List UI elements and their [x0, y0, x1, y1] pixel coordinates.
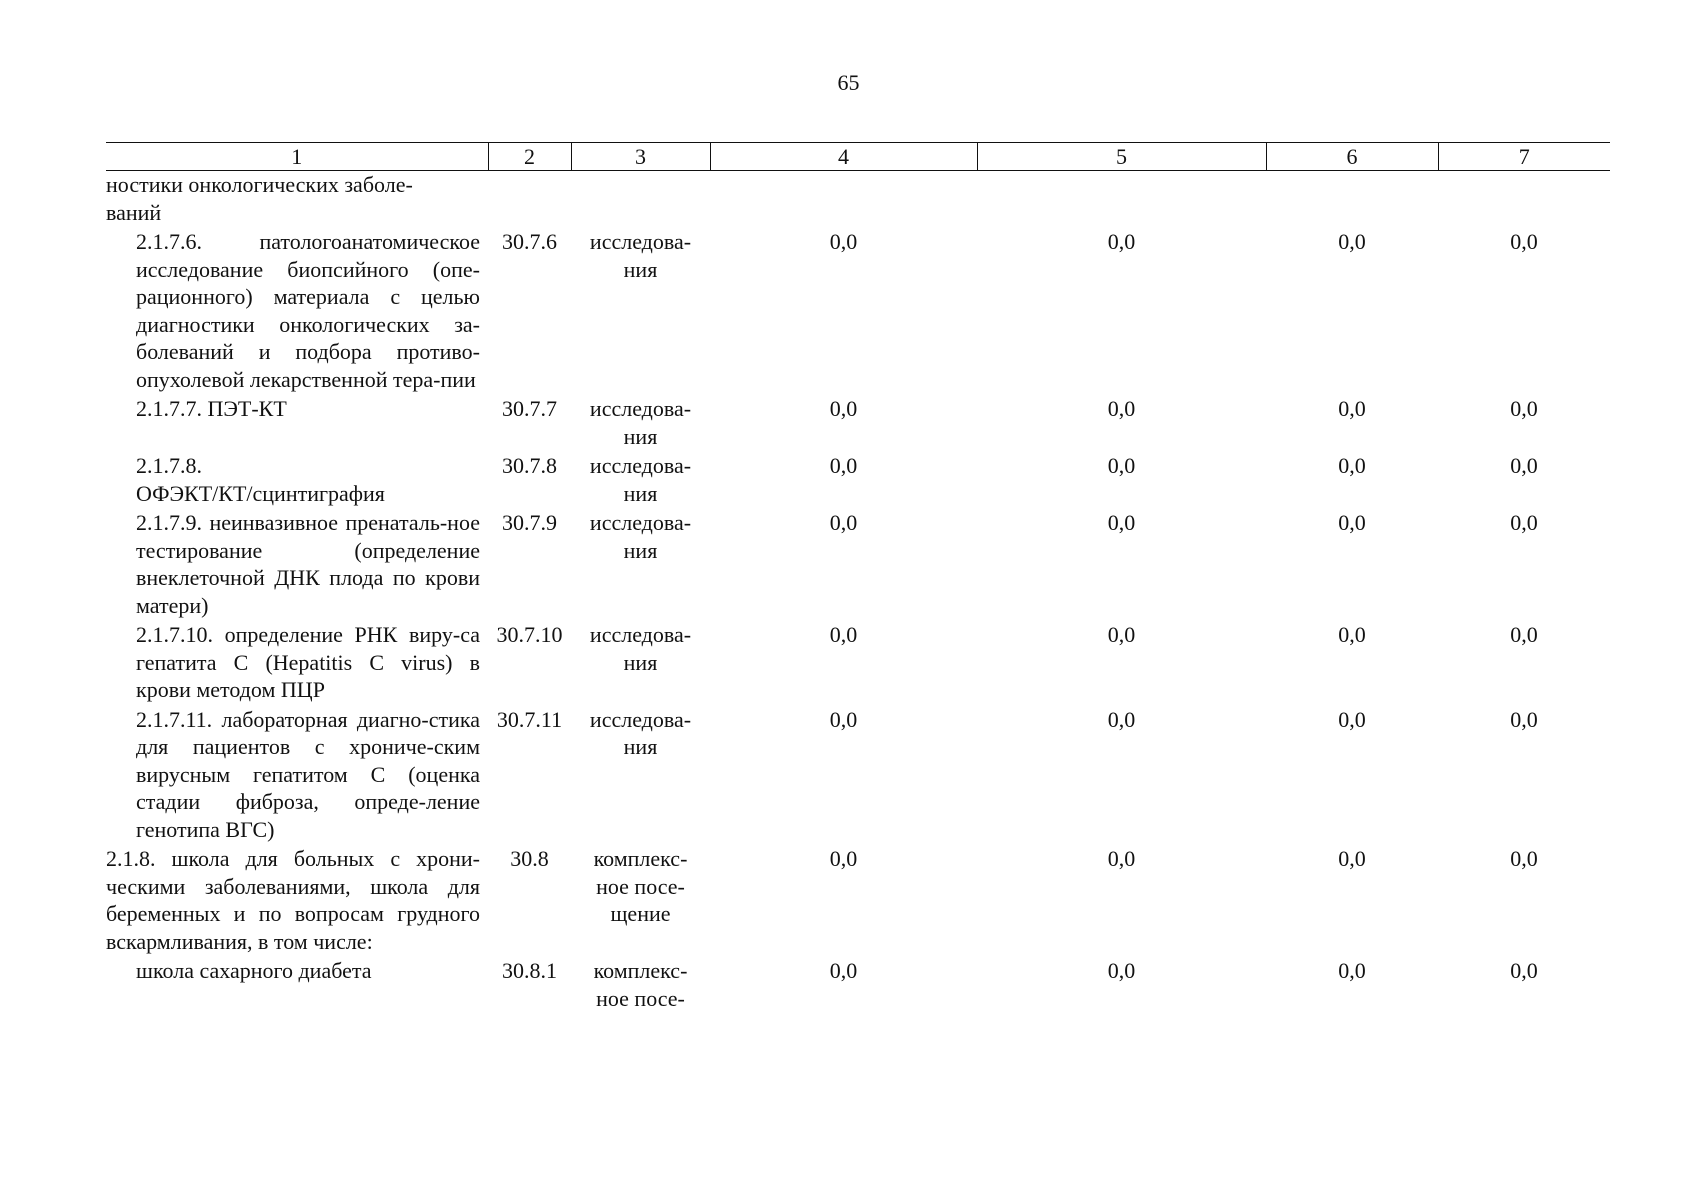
row-value-col6: [1266, 171, 1438, 227]
row-value-col4: 0,0: [829, 958, 858, 983]
row-name: 2.1.7.6. патологоанатомическое исследование биопсийного (опе-рационного) материала с целью диагностики онкологических за-болеваний и подбора противо-опухолевой лекарственной тера-пии: [136, 229, 480, 392]
row-value-col5: 0,0: [1107, 958, 1136, 983]
table-row: [106, 955, 1610, 1012]
row-value-col5: 0,0: [1107, 846, 1136, 871]
row-name: 2.1.7.11. лабораторная диагно-стика для пациентов с хрониче-ским вирусным гепатитом С (оценка стадии фиброза, опреде-ление генотипа ВГС): [136, 706, 480, 842]
row-value-col5: [977, 171, 1266, 227]
row-code: 30.8.1: [502, 958, 557, 983]
row-code: 30.7.9: [502, 510, 557, 535]
row-value-col6: 0,0: [1338, 453, 1366, 478]
row-value-col4: 0,0: [829, 229, 858, 254]
row-code: 30.8: [510, 846, 549, 871]
row-value-col4: 0,0: [829, 453, 858, 478]
row-unit: исследова- ния: [589, 453, 692, 506]
row-value-col6: 0,0: [1338, 396, 1366, 421]
header-col-5: 5: [977, 143, 1266, 171]
table-row: [106, 704, 1610, 844]
row-value-col6: 0,0: [1338, 622, 1366, 647]
table-row: [106, 619, 1610, 704]
row-unit: исследова- ния: [589, 622, 692, 675]
row-code: 30.7.6: [502, 229, 557, 254]
header-col-4: 4: [710, 143, 977, 171]
row-name: школа сахарного диабета: [136, 958, 372, 983]
row-unit: [571, 171, 710, 227]
row-value-col7: 0,0: [1510, 510, 1538, 535]
row-unit: исследова- ния: [589, 396, 692, 449]
row-unit: комплекс- ное посе-: [593, 958, 688, 1011]
row-value-col6: 0,0: [1338, 958, 1366, 983]
row-unit: исследова- ния: [589, 510, 692, 563]
table-row: [106, 450, 1610, 507]
data-table-container: [106, 142, 1610, 1012]
table-row: [106, 171, 1610, 227]
row-value-col7: [1438, 171, 1610, 227]
row-code: [488, 171, 571, 227]
row-value-col6: 0,0: [1338, 846, 1366, 871]
row-value-col5: 0,0: [1107, 510, 1136, 535]
header-col-1: 1: [106, 143, 488, 171]
row-name: 2.1.7.9. неинвазивное пренаталь-ное тестирование (определение внеклеточной ДНК плода по крови матери): [136, 510, 480, 618]
row-value-col7: 0,0: [1510, 846, 1538, 871]
row-value-col5: 0,0: [1107, 622, 1136, 647]
row-value-col4: 0,0: [829, 510, 858, 535]
row-name: 2.1.7.7. ПЭТ-КТ: [136, 396, 287, 421]
row-value-col4: 0,0: [829, 706, 858, 732]
row-code: 30.7.10: [496, 622, 563, 647]
row-value-col7: 0,0: [1510, 706, 1538, 732]
row-value-col4: 0,0: [829, 846, 858, 871]
row-name: 2.1.8. школа для больных с хрони-ческими заболеваниями, школа для беременных и по вопросам грудного вскармливания, в том числе:: [106, 846, 480, 954]
row-value-col5: 0,0: [1107, 706, 1136, 732]
header-col-7: 7: [1438, 143, 1610, 171]
row-value-col4: 0,0: [829, 396, 858, 421]
row-value-col6: 0,0: [1338, 229, 1366, 254]
table-header-row: [106, 143, 1610, 171]
row-value-col7: 0,0: [1510, 622, 1538, 647]
row-code: 30.7.11: [496, 706, 563, 732]
row-value-col5: 0,0: [1107, 229, 1136, 254]
row-value-col4: [710, 171, 977, 227]
table-row: [106, 507, 1610, 619]
row-code: 30.7.8: [502, 453, 557, 478]
table-row: [106, 843, 1610, 955]
row-value-col7: 0,0: [1510, 958, 1538, 983]
row-unit: комплекс- ное посе- щение: [593, 846, 688, 926]
row-value-col5: 0,0: [1107, 453, 1136, 478]
page-number: 65: [837, 70, 860, 95]
row-value-col7: 0,0: [1510, 396, 1538, 421]
header-col-3: 3: [571, 143, 710, 171]
header-col-6: 6: [1266, 143, 1438, 171]
row-name: ностики онкологических заболе- ваний: [106, 172, 413, 225]
row-value-col7: 0,0: [1510, 453, 1538, 478]
table-row: [106, 393, 1610, 450]
row-unit: исследова- ния: [589, 229, 692, 282]
row-code: 30.7.7: [502, 396, 557, 421]
row-value-col6: 0,0: [1338, 706, 1366, 732]
row-name: 2.1.7.10. определение РНК виру-са гепатита С (Hepatitis C virus) в крови методом ПЦР: [136, 622, 480, 702]
table-row: [106, 226, 1610, 393]
row-value-col6: 0,0: [1338, 510, 1366, 535]
data-table: [106, 142, 1610, 1012]
row-value-col4: 0,0: [829, 622, 858, 647]
header-col-2: 2: [488, 143, 571, 171]
row-value-col5: 0,0: [1107, 396, 1136, 421]
row-unit: исследова- ния: [589, 706, 692, 759]
row-name: 2.1.7.8. ОФЭКТ/КТ/сцинтиграфия: [136, 453, 385, 506]
table-body: [106, 171, 1610, 1013]
row-value-col7: 0,0: [1510, 229, 1538, 254]
